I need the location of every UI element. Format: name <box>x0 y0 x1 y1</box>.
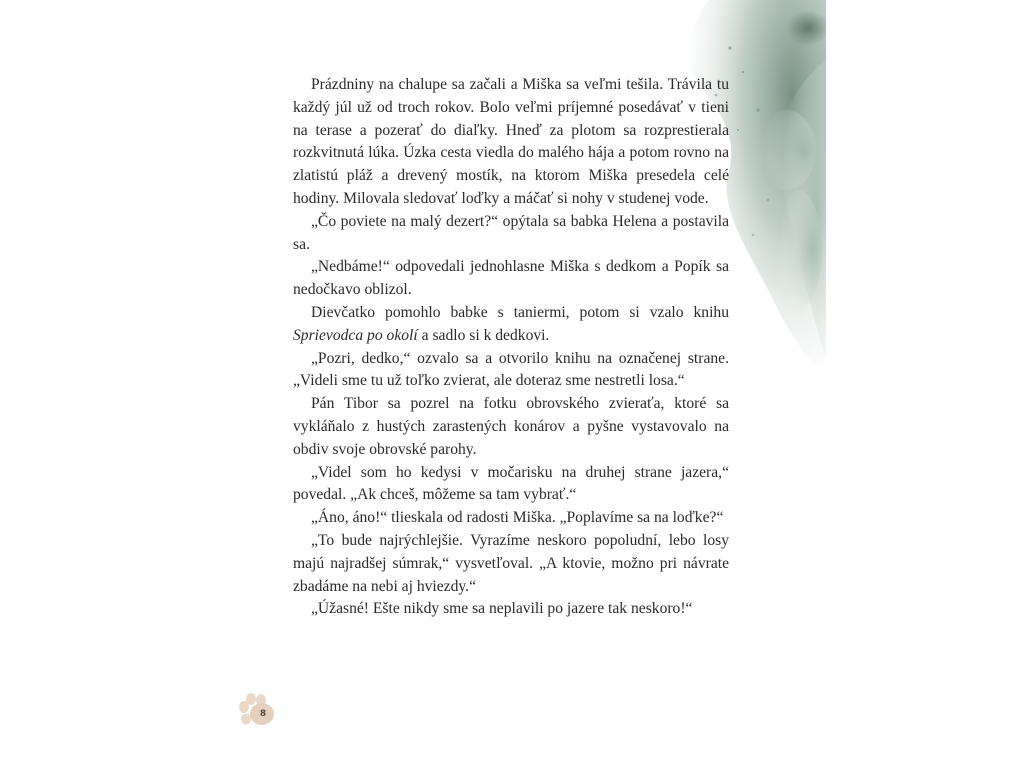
paragraph-7: „Videl som ho kedysi v močarisku na druhej strane jazera,“ povedal. „Ak chceš, môžeme sa tam vybrať.“ <box>293 463 729 504</box>
paragraph-6: Pán Tibor sa pozrel na fotku obrovského zvieraťa, ktoré sa vykláňalo z hustých zarastených konárov a pyšne vystavovalo na obdiv svoje obrovské parohy. <box>293 395 729 458</box>
book-title: Sprievodca po okolí <box>293 326 418 344</box>
paragraph-4-start: Dievčatko pomohlo babke s taniermi, potom si vzalo knihu <box>311 303 729 321</box>
paragraph-9: „To bude najrýchlejšie. Vyrazíme neskoro popoludní, lebo losy majú najradšej súmrak,“ vysvetľoval. „A ktovie, možno pri návrate zbadáme na nebi aj hviezdy.“ <box>293 531 729 595</box>
paragraph-8: „Áno, áno!“ tlieskala od radosti Miška. „Poplavíme sa na loďke?“ <box>311 509 724 527</box>
paragraph-5: „Pozri, dedko,“ ozvalo sa a otvorilo knihu na označenej strane. „Videli sme tu už toľko zvierat, ale doteraz sme nestretli losa.“ <box>293 349 729 390</box>
paragraph-4 <box>293 302 729 348</box>
paragraph-10: „Úžasné! Ešte nikdy sme sa neplavili po jazere tak neskoro!“ <box>311 600 693 618</box>
paragraph-1: Prázdniny na chalupe sa začali a Miška sa veľmi tešila. Trávila tu každý júl už od troch rokov. Bolo veľmi príjemné posedávať v tieni na terase a pozerať do diaľky. Hneď za plotom sa rozprestierala rozkvitnutá lúka. Úzka cesta viedla do malého hája a potom rovno na zlatistú pláž a drevený mostík, na ktorom Miška presedela celé hodiny. Milovala sledovať loďky a máčať si nohy v studenej vode. <box>293 76 729 207</box>
book-page <box>198 0 826 768</box>
story-text <box>293 74 729 621</box>
page-number-badge <box>236 693 276 729</box>
page-number: 8 <box>259 709 267 719</box>
paragraph-4-end: a sadlo si k dedkovi. <box>417 326 550 344</box>
paragraph-2: „Čo poviete na malý dezert?“ opýtala sa babka Helena a postavila sa. <box>293 212 729 253</box>
paragraph-3: „Nedbáme!“ odpovedali jednohlasne Miška s dedkom a Popík sa nedočkavo oblizol. <box>293 258 729 299</box>
